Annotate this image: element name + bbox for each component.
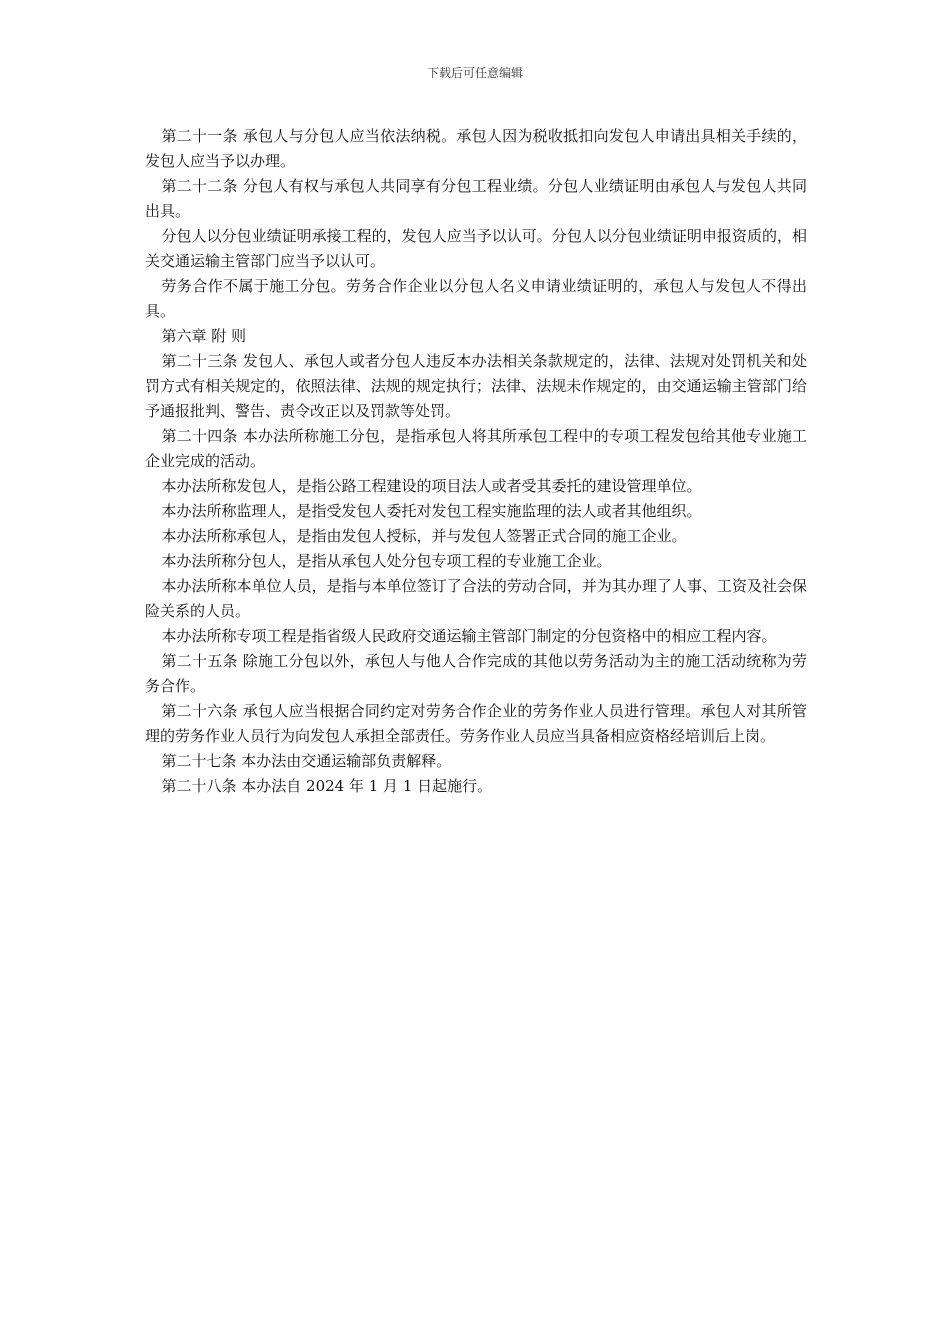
paragraph-definition-contractor: 本办法所称承包人，是指由发包人授标，并与发包人签署正式合同的施工企业。 xyxy=(161,527,687,545)
paragraph-article-23: 第二十三条 发包人、承包人或者分包人违反本办法相关条款规定的，法律、法规对处罚机关和处罚方式有相关规定的，依照法律、法规的规定执行；法律、法规未作规定的，由交通运输主管部门给予通报批判、警告、责令改正以及罚款等处罚。 xyxy=(145,352,807,420)
paragraph-definition-employer: 本办法所称发包人，是指公路工程建设的项目法人或者受其委托的建设管理单位。 xyxy=(161,477,702,495)
paragraph-article-28: 第二十八条 本办法自 2024 年 1 月 1 日起施行。 xyxy=(161,777,493,795)
paragraph-article-22: 第二十二条 分包人有权与承包人共同享有分包工程业绩。分包人业绩证明由承包人与发包人共同出具。 xyxy=(145,177,807,220)
paragraph-labor-cooperation: 劳务合作不属于施工分包。劳务合作企业以分包人名义申请业绩证明的，承包人与发包人不得出具。 xyxy=(145,277,807,320)
paragraph-article-27: 第二十七条 本办法由交通运输部负责解释。 xyxy=(161,752,452,770)
page-header: 下载后可任意编辑 xyxy=(426,66,523,80)
paragraph-definition-staff: 本办法所称本单位人员，是指与本单位签订了合法的劳动合同，并为其办理了人事、工资及社会保险关系的人员。 xyxy=(145,577,807,620)
chapter-heading: 第六章 附 则 xyxy=(161,327,247,345)
paragraph-article-26: 第二十六条 承包人应当根据合同约定对劳务合作企业的劳务作业人员进行管理。承包人对其所管理的劳务作业人员行为向发包人承担全部责任。劳务作业人员应当具备相应资格经培训后上岗。 xyxy=(145,702,807,745)
document-body xyxy=(145,124,807,799)
paragraph-article-24: 第二十四条 本办法所称施工分包，是指承包人将其所承包工程中的专项工程发包给其他专业施工企业完成的活动。 xyxy=(145,427,807,470)
paragraph-article-25: 第二十五条 除施工分包以外，承包人与他人合作完成的其他以劳务活动为主的施工活动统称为劳务合作。 xyxy=(145,652,807,695)
paragraph-definition-supervisor: 本办法所称监理人，是指受发包人委托对发包工程实施监理的法人或者其他组织。 xyxy=(161,502,702,520)
paragraph-article-21: 第二十一条 承包人与分包人应当依法纳税。承包人因为税收抵扣向发包人申请出具相关手续的，发包人应当予以办理。 xyxy=(145,127,807,170)
paragraph-definition-subcontractor: 本办法所称分包人，是指从承包人处分包专项工程的专业施工企业。 xyxy=(161,552,612,570)
paragraph-subcontract-performance: 分包人以分包业绩证明承接工程的，发包人应当予以认可。分包人以分包业绩证明申报资质的，相关交通运输主管部门应当予以认可。 xyxy=(145,227,807,270)
paragraph-definition-special-project: 本办法所称专项工程是指省级人民政府交通运输主管部门制定的分包资格中的相应工程内容。 xyxy=(161,627,777,645)
